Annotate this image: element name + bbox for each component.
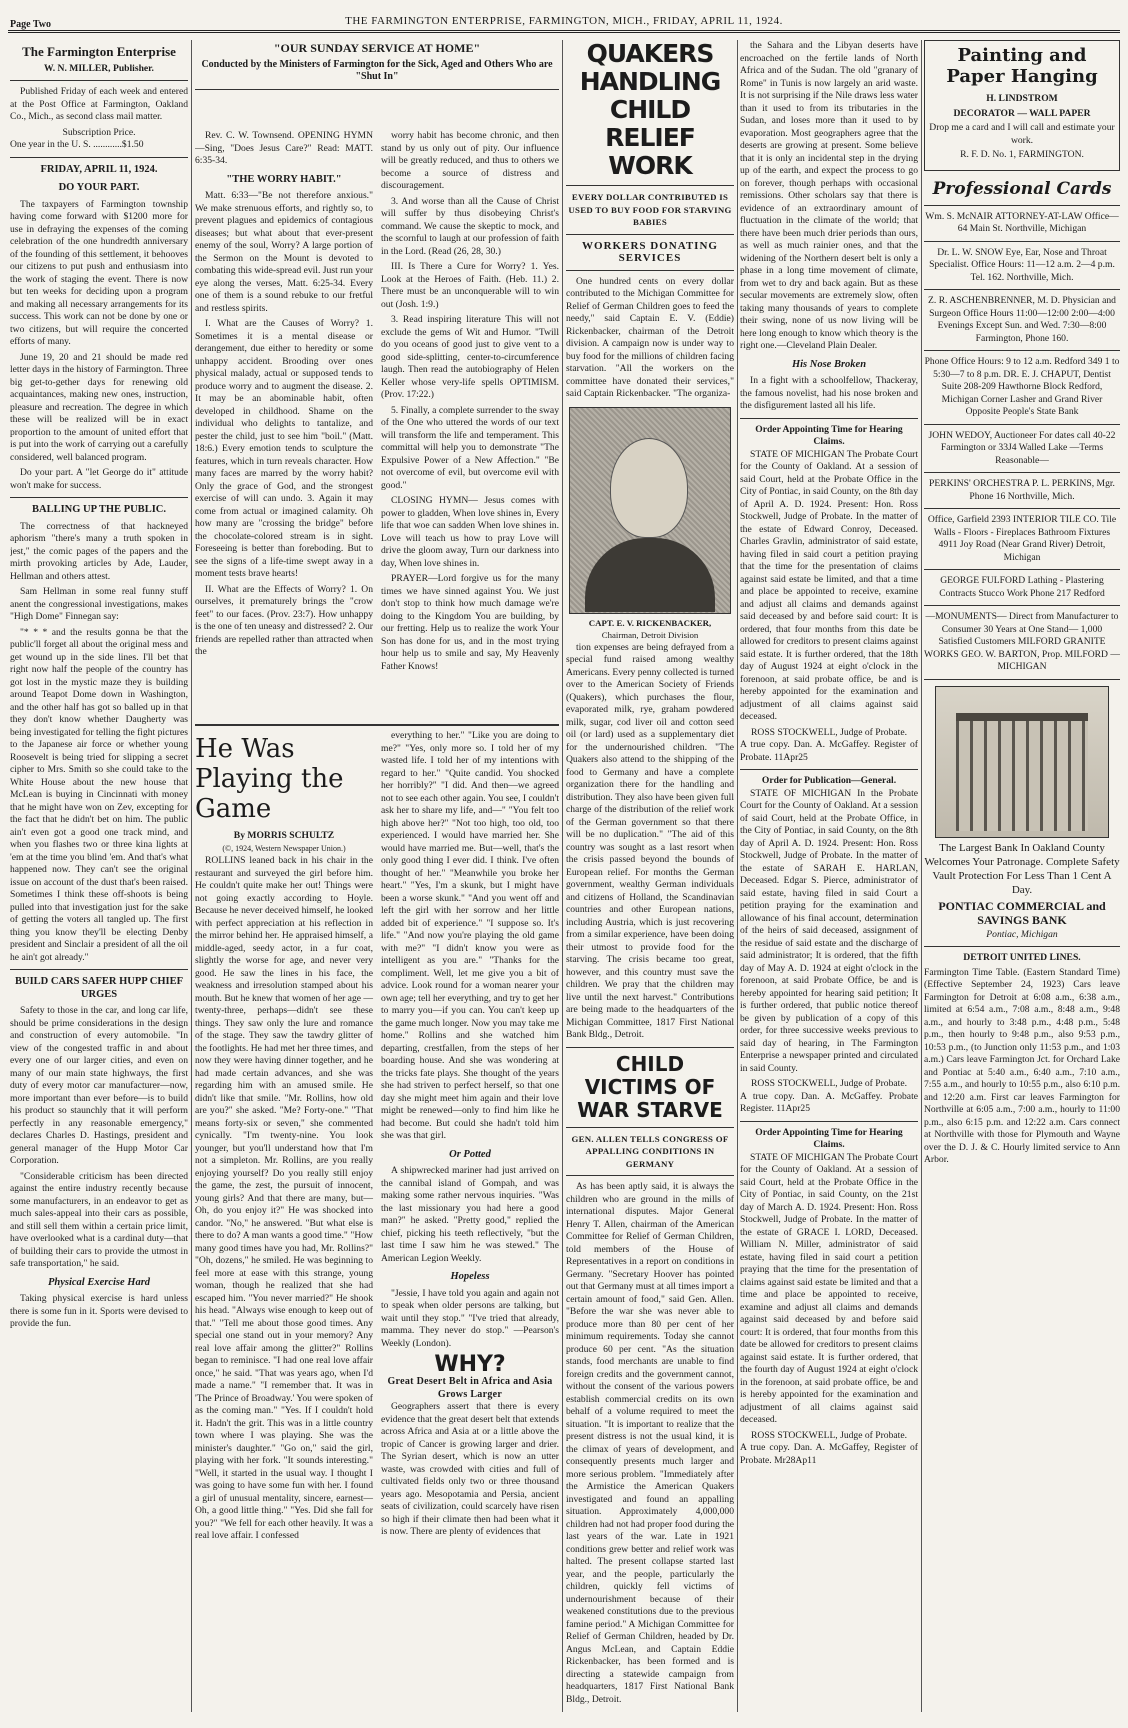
dateline: FRIDAY, APRIL 11, 1924. (40, 163, 158, 175)
article-paragraph: Sam Hellman in some real funny stuff anent the congressional investigations, makes "High Dome" Finnegan say: (10, 586, 188, 622)
article-paragraph: Taking physical exercise is hard unless there is some fun in it. Sports were devised to provide the fun. (10, 1293, 188, 1329)
headline-hopeless: Hopeless (450, 1271, 490, 1282)
judge-signature: ROSS STOCKWELL, Judge of Probate. (751, 1078, 907, 1089)
timetable-text: Farmington Time Table. (Eastern Standard Time) (Effective September 24, 1923) Cars leave Farmington for Detroit at 6:08 a.m., 6:38 a.m., limited at 6:54 a.m., 7:08 a.m., 8:48 a.m., 9:48 a.m., and hourly to 3:48 p.m., 4:48 p.m., 5:48 p.m., then hourly to 9:48 p.m., also 9:53 p.m., 10:53 p.m., (to Junction only 11:53 p.m., and 1:03 a.m.) Cars leave Farmington Jct. for Orchard Lake and Pontiac at 5:40 a.m., 6:40 a.m., 7:10 a.m., 7:55 a.m., and hourly to 10:55 p.m., also 6:10 p.m. and 12:20 a.m. First car leaves Farmington for Northville at 6:05 a.m., 7:00 a.m., hourly to 11:00 p.m., also 6:15 p.m. and 12:22 a.m. Cars connect at Northville with those for Plymouth and Wayne over the D. J. & C. Hourly limited service to Ann Arbor. (924, 966, 1120, 1165)
story-copyright: (©, 1924, Western Newspaper Union.) (222, 843, 346, 853)
service-subhead: Conducted by the Ministers of Farmington for the Sick, Aged and Others Who are "Shut In" (201, 58, 553, 82)
sermon-paragraph: I. What are the Causes of Worry? 1. Sometimes it is a mental disease or derangement, due either to heredity or some unhappy accident. Brooding over ones physical malady, actual or supposed tends to produce worry and to augment the disease. 2. It may be an abominable habit, often developed in childhood. Shame on the individual who delights to tantalize, and pester the child, just to see him "boil." (Matt. 18:6.) Every emotion tends to sculpture the features, which in turn reveals character. How many faces are marred by the worry habit? Only the grace of God, and the strongest exercise of will can undo. 3. Again it may come from actual or imagined calamity. Oh how many are "crossing the bridge" before the chocolate-colored stream is in sight. Foreseeing is better than foreboding. But to see the signs of a life-time swept away in a moment tests brave hearts! (195, 318, 373, 579)
ad-painting-address: R. F. D. No. 1, FARMINGTON. (960, 149, 1084, 160)
story-text: everything to her." "Like you are doing to me?" "Yes, only more so. I told her of my wasted life. I told her of my intentions with regard to her." "Quite candid. You shocked her horribly?" "I did. And then—we agreed not to see each other again. You see, I couldn't ask her to share my life, and—" "You felt too high above her?" "Not too high, too old, too experienced. I would have married her. She would have married me. But—well, that's the only good thing I ever did. I think. I've often thought of her." "Meanwhile you broke her heart." "Yes, I'm a skunk, but I might have been a worse skunk." "And you went off and left the girl with her sorrow and her little added bit of experience." "I suppose so. It's life." "And now you're playing the old game with me?" "I didn't know you were as intelligent as you are." "Thanks for the compliment. Well, let me give you a bit of advice. Look round for a woman nearer your own age; tell her everything, and try to get her to marry you—if you can. You can't keep up the game much longer. Now you may take me home." Rollins and she watched him departing, crestfallen, from the steps of her boarding house. And she was wondering at the tricks fate plays. She thought of the years she had striven to perfect herself, so that one day she might meet him again and their love might be renewed—only to find him like he had become. But could she hadn't told him she was that girl. (381, 730, 559, 1141)
article-paragraph: The taxpayers of Farmington township having come forward with $1200 more for use in defraying the expenses of the coming celebration of the one hundredth anniversary of the founding of this settlement, it behooves our citizens to put push and enthusiasm into the work of staging the event. There is now but ten weeks for deciding upon a program and making all necessary arrangements for its success. This work can not be done by one or two citizens, but will require the concerted efforts of many. (10, 198, 188, 347)
story-title: He Was Playing the Game (195, 734, 344, 824)
bank-location: Pontiac, Michigan (986, 928, 1058, 940)
sermon-title: "THE WORRY HABIT." (226, 173, 342, 185)
headline-balling-up: BALLING UP THE PUBLIC. (31, 504, 166, 515)
headline-build-cars-safer: BUILD CARS SAFER HUPP CHIEF URGES (14, 976, 184, 1000)
legal-notice-text: STATE OF MICHIGAN The Probate Court for the County of Oakland. At a session of said Court, held at the Probate Office in the City of Pontiac, in said County, on the 8th day of April A. D. 1924. Present: Hon. Ross Stockwell, Judge of Probate. In the matter of the estate of Edward Conroy, Deceased. Charles Gravlin, administrator of said estate, having filed in said court a petition praying that the time for the presentation of claims against said estate be limited, and that a time and place be appointed to receive, examine and adjust all claims and demands against said deceased by and before said court: It is ordered, that four months from this date be allowed for creditors to present claims against said estate. It is further ordered, that the 18th day of August 1924 at eight o'clock in the forenoon, at said probate office, be and is hereby appointed for the examination and adjustment of all claims against said deceased. (740, 448, 918, 722)
photo-caption-sub: Chairman, Detroit Division (601, 630, 699, 640)
why-subhead: Great Desert Belt in Africa and Asia Grows Larger (387, 1376, 553, 1400)
headline-do-your-part: DO YOUR PART. (58, 182, 140, 193)
subscription-price: One year in the U. S. ............$1.50 (10, 139, 144, 150)
closing-hymn: CLOSING HYMN— Jesus comes with power to gladden, When love shines in, Every life that woe can sadden When love shines in. Love will teach us how to pray Love will drive the gloom away, Turn our darkness into day, When love shines in. (381, 495, 559, 569)
column-quakers (566, 40, 734, 1712)
sermon-intro: Rev. C. W. Townsend. OPENING HYMN—Sing, "Does Jesus Care?" Read: MATT. 6:35-34. (195, 130, 373, 166)
headline-or-potted: Or Potted (449, 1148, 491, 1160)
column-editorial (10, 40, 188, 1712)
ad-painting (924, 40, 1120, 171)
photo-caption: CAPT. E. V. RICKENBACKER, (588, 617, 712, 628)
column-rule (191, 40, 192, 1712)
business-card: Dr. L. W. SNOW Eye, Ear, Nose and Throat Specialist. Office Hours: 11—12 a.m. 2—4 p.m. Tel. 162. Northville, Mich. (929, 246, 1115, 283)
headline-why: WHY? (434, 1352, 506, 1377)
column-sunday-service (195, 40, 559, 1712)
column-rule (921, 40, 922, 1712)
joke-text: "Jessie, I have told you again and again not to speak when older persons are talking, but wait until they stop." "I've tried that already, mamma. They never do stop." —Pearson's Weekly (London). (381, 1287, 559, 1349)
sermon-paragraph: II. What are the Effects of Worry? 1. On ourselves, it prematurely brings the "crow feet" to our faces. (Prov. 23:7). How unhappy is the one of ten uneasy and distressed? 2. Our friends are repelled rather than attracted when the (195, 583, 373, 657)
business-card: Phone Office Hours: 9 to 12 a.m. Redford 349 1 to 5:30—7 to 8 p.m. DR. E. J. CHAPUT, Dentist Suite 208-209 Hawthorne Block Redford, Michigan Corner Lasher and Grand River Opposite People's State Bank (924, 356, 1120, 417)
joke-text: A shipwrecked mariner had just arrived on the cannibal island of Gompah, and was making some rather nervous inquiries. "Was the last missionary you had here a good man?" he asked. "Pretty good," replied the chief, picking his teeth reflectively, "but the last time I saw him he was stewed." The American Legion Weekly. (381, 1165, 559, 1264)
column-rule (737, 40, 738, 1712)
headline-sunday-service: "OUR SUNDAY SERVICE AT HOME" (273, 41, 481, 55)
ad-painting-line: DECORATOR — WALL PAPER (953, 107, 1091, 119)
publication-info: Published Friday of each week and entered at the Post Office at Farmington, Oakland Co., Mich., as second class mail matter. (10, 86, 188, 122)
publisher: W. N. MILLER, Publisher. (44, 62, 154, 74)
column-advertisements (924, 40, 1120, 1712)
article-paragraph: "Considerable criticism has been directed against the entire industry recently because some manufacturers, in an endeavor to get as much sales-appeal into their cars as possible, and still sell them within a certain price limit, have overlooked what is a cardinal duty—that of building their cars to provide the utmost in safe transportation," he said. (10, 1170, 188, 1269)
sermon-paragraph: 3. Read inspiring literature This will not exclude the gems of Wit and Humor. "Twill do you oceans of good just to give vent to a good side-splitting, center-to-circumference laugh. Then read the autobiography of Helen Keller whose very-life spells OPTIMISM. (Prov. 17:22.) (381, 314, 559, 400)
business-card: JOHN WEDOY, Auctioneer For dates call 40-22 Farmington or 33J4 Walled Lake —Terms Reasonable— (928, 429, 1116, 466)
page-masthead (8, 6, 1120, 33)
ad-painting-name: H. LINDSTROM (986, 93, 1058, 104)
true-copy-line: A true copy. Dan. A. McGaffey, Register of Probate. Mr28Ap11 (740, 1442, 918, 1466)
professional-cards-heading: Professional Cards (932, 178, 1112, 199)
headline-quakers: QUAKERS HANDLING CHILD RELIEF WORK (579, 40, 721, 180)
sermon-paragraph: 3. And worse than all the Cause of Christ will suffer by thus disobeying Christ's command. We cause the skeptic to mock, and the scornful to laugh at our profession of faith in the Lord. (Read (26, 28, 30.) (381, 195, 559, 257)
headline-child-victims: CHILD VICTIMS OF WAR STARVE (577, 1051, 723, 1122)
business-card: Z. R. ASCHENBRENNER, M. D. Physician and Surgeon Office Hours 11:00—12:00 2:00—4:00 Evenings Except Sun. and Wed. 7:30—8:00 Farmington, Phone 160. (928, 295, 1116, 344)
paper-name: The Farmington Enterprise (22, 44, 176, 59)
business-card: PERKINS' ORCHESTRA P. L. PERKINS, Mgr. Phone 16 Northville, Mich. (929, 478, 1115, 502)
true-copy-line: A true copy. Dan. A. McGaffey. Register of Probate. 11Apr25 (740, 739, 918, 763)
article-paragraph: Do your part. A "let George do it" attitude won't make for success. (10, 467, 188, 491)
legal-notice-text: STATE OF MICHIGAN In the Probate Court for the County of Oakland. At a session of said Court, held at the Probate Office, in the City of Pontiac, in said County, on the 8th day of April A. D. 1924. Present: Hon. Ross Stockwell, Judge of Probate. In the matter of the estate of SARAH E. HARLAN, Deceased. Edgar S. Pierce, administrator of said estate, having filed in said Court a petition praying for the examination and allowance of his final account, determination of the heirs of said deceased, assignment of the residue of said estate and the discharge of said administrator; It is ordered, that the fifth day of May A. D. 1924 at eight o'clock in the forenoon, at said Probate Office, be and is hereby appointed for hearing said petition; It is further ordered, that public notice thereof be given by publication of a copy of this order, for three successive weeks previous to said day of hearing, in The Farmington Enterprise a newspaper printed and circulated in said County. (740, 787, 918, 1074)
legal-notice-title: Order for Publication—General. (761, 775, 897, 786)
legal-notice-title: Order Appointing Time for Hearing Claims. (755, 423, 903, 447)
legal-notice-title: Order Appointing Time for Hearing Claims. (755, 1126, 903, 1150)
sermon-paragraph: Matt. 6:33—"Be not therefore anxious." We make strenuous efforts, and rightly so, to prevent plagues and epidemics of contagious diseases; but what about that ever-present enemy of the soul, Worry? A large portion of the Sermon on the Mount is devoted to combating this wide-spread evil. Just run your eye along the verses, Matt. 6:25-34. Every one of them is a sound rebuke to our fretful and restless spirits. (195, 190, 373, 314)
legal-notice-text: STATE OF MICHIGAN The Probate Court for the County of Oakland. At a session of said Court, held at the Probate Office in the City of Pontiac, in said County, on the 21st day of March A. D. 1924. Present: Hon. Ross Stockwell, Judge of Probate. In the matter of the estate of GRACE I. LORD, Deceased. William N. Miller, administrator of said estate, having filed in said court a petition praying that the time for the presentation of claims against said estate be limited and that a time and place be appointed to receive, examine and adjust all claims and demands against said deceased by and before said court: It is ordered, that four months from this date be allowed for creditors to present claims against said estate. It is further ordered, that the fourth day of August 1924 at eight o'clock in the forenoon, at said probate office, be and is hereby appointed for the examination and adjustment of all claims against said deceased. (740, 1151, 918, 1425)
page-number: Page Two (10, 19, 52, 30)
closing-prayer: PRAYER—Lord forgive us for the many times we have sinned against You. We just don't stop to think how much damage we're doing to the Kingdom You are building, by our fretting. Help us to realize the work Your Son has done for us, and in the most trying hour help us to smile and say, My Heavenly Father Knows! (381, 573, 559, 672)
business-card: GEORGE FULFORD Lathing - Plastering Contracts Stucco Work Phone 217 Redford (939, 575, 1105, 599)
sermon-paragraph: worry habit has become chronic, and then stand by us only out of pity. Our influence will be greatly reduced, and thus to others we become a source of distress and discouragement. (381, 130, 559, 191)
story-byline: By MORRIS SCHULTZ (233, 830, 335, 841)
article-paragraph: In a fight with a schoolfellow, Thackeray, the famous novelist, had his nose broken and the disfigurement lasted all his life. (740, 375, 918, 411)
newspaper-page (8, 6, 1120, 1722)
bank-ad-body: The Largest Bank In Oakland County Welcomes Your Patronage. Complete Safety Vault Protection For Less Than 1 Cent A Day. (924, 841, 1120, 896)
headline-physical-exercise: Physical Exercise Hard (47, 1276, 151, 1288)
sermon-paragraph: III. Is There a Cure for Worry? 1. Yes. Look at the Heroes of Faith. (Heb. 11.) 2. There must be an unconquerable will to win out (Josh. 1:9.) (381, 261, 559, 310)
article-paragraph: the Sahara and the Libyan deserts have encroached on the fertile lands of North Africa and of the Sudan. The old "granary of Rome" in Tunis is now largely an arid waste. It is not surprising if the Nile draws less water than it used to from its tributaries in the Sudan, and loses more than it used to by evaporation. Most geographers agree that the deserts are growing at present. Some believe that it is only an incidental step in the drying up of the earth, and expect the process to go on forever, though perhaps with occasional remissions. Other scholars say that there is evidence of an extraordinary amount of fluctuation in the climate of the world; that there have been much drier periods than ours, as well as much rainier ones, and that the widening of the Northern desert belt is only a phase in a long time movement of climate, from wet to dry and back again. But as these secular movements are extremely slow, often taking many thousands of years to complete their swing, none of us now living will be here long enough to know which theory is the right one.—Cleveland Plain Dealer. (740, 40, 918, 351)
ad-painting-body: Drop me a card and I will call and estimate your work. (929, 122, 1115, 146)
column-rule (562, 40, 563, 1712)
masthead-title: THE FARMINGTON ENTERPRISE, FARMINGTON, MICH., FRIDAY, APRIL 11, 1924. (345, 15, 783, 27)
business-card: Wm. S. McNAIR ATTORNEY-AT-LAW Office—64 Main St. Northville, Michigan (925, 210, 1119, 234)
article-paragraph: tion expenses are being defrayed from a special fund raised among wealthy Americans. Every penny collected is turned over to the American Society of Friends (Quakers), which purchases the flour, evaporated milk, rye, graham powdered milk, sugar, cod liver oil and cotton seed oil (or lard) used as a supplementary diet for the undernourished children. "The Quakers also attend to the shipping of the food to Germany and have a complete organization there for the handling and distribution. They also have been given full charge of the distribution of the relief work of the German government so that there will be no duplication." "The aid of this country was sought as a last resort when the crisis passed beyond the bounds of European relief. For months the German government, wealthy German individuals and citizens of Holland, the Scandinavian countries and other European nations, including Austria, which is just recovering from a similar experience, have been doing their utmost to provide food for the starving. The crisis became too great, however, and this country must save the children. We pray that the children may live until the next harvest." Contributions are being made to the headquarters of the Michigan Committee, 1817 First National Bank Bldg., Detroit. (566, 641, 734, 1040)
article-paragraph: One hundred cents on every dollar contributed to the Michigan Committee for Relief of German Children goes to feed the needy," said Captain E. V. (Eddie) Rickenbacker, chairman of the Detroit division. A campaign now is under way to buy food for the millions of children facing starvation. "All the workers on the committee have donated their services," said Captain Rickenbacker. "The organiza- (566, 275, 734, 399)
article-paragraph: The correctness of that hackneyed aphorism "there's many a truth spoken in jest," the comic pages of the papers and the mirth provoking articles by Ade, Lauder, Hellman and others attest. (10, 520, 188, 582)
ad-painting-title: Painting and Paper Hanging (946, 45, 1098, 87)
rickenbacker-photo (569, 407, 731, 614)
article-paragraph: "* * * and the results gonna be that the public'll forget all about the original mess and get wound up in the side lines. I'll bet that right now half the people of the country has got lost in the mystic maze they is building around Teapot Dome down in Washington, and the other half has got so balled up in that they don't know whether Daugherty was being investigated for telling the fight pictures to the Japanese air force or whether young Roosevelt is being tried for slipping a secret cipher to Mrs. Smith so she could take to the White House about the new house that McLean is buying in Cincinnati with money that he might have won on Zev, excepting for the fact that he didn't bet on him. The public ain't even got a good one track mind, and when you flashes two or three kina lights at 'em at the time you blind 'em. And that's what happened now. They can't see the original issue on account of the dust that's been raised. Sometimes I think these off-shoots is being pulled into that investigation just for the sake of getting the voters all tangled up. The first thing you know they'll be electing Denby president and Sinclair a president of all the oil he ain't got already." (10, 626, 188, 963)
true-copy-line: A true copy. Dan. A. McGaffey. Probate Register. 11Apr25 (740, 1090, 918, 1114)
judge-signature: ROSS STOCKWELL, Judge of Probate. (751, 726, 907, 738)
article-paragraph: Safety to those in the car, and long car life, should be prime considerations in the design and construction of every automobile. "In view of the congested traffic in and about every one of our larger cities, and even on many of our main state highways, the first duty of every motor car manufacturer—now, more important than ever before—is to build his product so staunchly that it will perform perfectly in any reasonable emergency," declares Charles D. Hastings, president and general manager of the Hupp Motor Car Corporation. (10, 1005, 188, 1166)
story-text: ROLLINS leaned back in his chair in the restaurant and surveyed the girl before him. He couldn't quite make her out! Things were not going exactly according to Hoyle. Because he never deceived himself, he looked with perfect appreciation at his reflection in the mirror behind her. He appraised himself, a middle-aged, seedy actor, in a fur coat, slightly the worse for age, and never very good. He saw the lines in his face, the weakness and irresolution stamped about his mouth. But he knew that women of her age —twenty-three, perhaps—didn't see these things. They saw only the lure and romance of the stage. They saw the tawdry glitter of the footlights. He had met her three times, and now they were having dinner together, and he had made certain advances, and she was regarding him with an amused smile. He didn't like that smile. "Mr. Rollins, how old are you?" she asked. "Me? Forty-one." "That means forty-six or seven," she commented cynically. "I'm twenty-nine. You look younger, but you'll understand how that I'm not a simpleton. Mr. Rollins, are you really enjoying yourself? Do you really still enjoy the game, the zest, the pursuit of innocent, young girls? And that there are many, but—Oh, do you enjoy it?" He was shocked into candor. "No," he answered. "But what else is there to do? A man wants a good time." "How many good times have you had, Mr. Rollins?" "Oh, dozens," he smiled. He was beginning to feel more at ease with this strange, young woman, though he realized that she had escaped him. "You never married?" He shook his head. "Always wise enough to keep out of that." "Tell me about those good times. Any special one stand out in your memory? Any real love affair among the glitter?" Rollins began to reminisce. "I had one real love affair once," he said. "That was years ago, when I'd made a name." "I remember that. It was in 'The Prince of Broadway.' You were spoken of as the coming man." "Yes. If I couldn't hold it. Hadn't the grit. This was in a little country town where I was playing. She was the minister's daughter." "Go on," said the girl, playing with her fork. "It sounds interesting." "Well, it started in the usual way. I thought I was going to have some fun with her. I found a girl of unusual mentality, sincere, earnest—Oh, a good little thing." "Yes. Did she fall for you?" "We fell for each other heavily. It was a real love affair. I confessed (195, 855, 373, 1541)
judge-signature: ROSS STOCKWELL, Judge of Probate. (751, 1429, 907, 1441)
quakers-subhead-2: WORKERS DONATING SERVICES (582, 239, 718, 264)
article-paragraph: June 19, 20 and 21 should be made red letter days in the history of Farmington. Three big get-to-gether days for renewing old acquaintances, making new ones, instruction, pleasure and recreation. The degree in which these will be realized will be in exact proportion to the amount of united effort that is put into the work of carrying out a carefully considered, well balanced program. (10, 351, 188, 463)
business-card: —MONUMENTS— Direct from Manufacturer to Consumer 30 Years at One Stand— 1,000 Satisfied Customers MILFORD GRANITE WORKS GEO. W. BARTON, Prop. MILFORD — MICHIGAN (924, 611, 1120, 672)
bank-name: PONTIAC COMMERCIAL and SAVINGS BANK (938, 898, 1106, 927)
article-paragraph: As has been aptly said, it is always the children who are ground in the mills of international disputes. Major General Henry T. Allen, chairman of the American Committee for Relief of German Children, told members of the House of Representatives in a report on conditions in Germany. "Secretary Hoover has pointed out that Germany must at all times import a certain amount of food," said Gen. Allen. "Before the war she was never able to produce more than 80 per cent of her minimum requirements. Today she cannot produce 60 per cent. "As the situation stands, food merchants are unable to find foreign credits and the government cannot, without the consent of the various powers establish commercial credits on its own behalf of a volume required to meet the situation. "It is important to realize that the present distress is not the usual kind, it is the climax of years of development, and consequently presents much larger and more serious problem. "Immediately after the Armistice the American Quakers investigated and found an appalling situation. Approximately 4,000,000 children had not had proper food during the last years of the war. Late in 1921 conditions grew better and relief work was halted. The present collapse started last year, and the people, particularly the children, quickly fell victims of undernourishment because of their weakened constitutions due to the previous famine period." A Michigan Committee for Relief of German Children, headed by Dr. Angus McLean, and Captain Eddie Rickenbacker, has been formed and is directing a statewide campaign from headquarters, 1817 First National Bank Bldg., Detroit. (566, 1181, 734, 1705)
article-paragraph: Geographers assert that there is every evidence that the great desert belt that extends across Africa and Asia at or a little above the tropic of Cancer is growing larger and drier. The Syrian desert, which is now an utter waste, was crowded with cities and full of cultivated fields only two or three thousand years ago. Mesopotamia and Persia, ancient seats of civilization, could scarcely have risen so high if their climate then had been what it is now. There are plenty of evidences that (381, 1401, 559, 1537)
column-legal-notices (740, 40, 918, 1712)
bank-building-image (935, 686, 1109, 838)
quakers-subhead: EVERY DOLLAR CONTRIBUTED IS USED TO BUY FOOD FOR STARVING BABIES (568, 192, 732, 227)
timetable-heading: DETROIT UNITED LINES. (963, 952, 1081, 963)
sermon-paragraph: 5. Finally, a complete surrender to the sway of the One who uttered the words of our text will transform the life and temperament. This committal will help you to demonstrate "The Expulsive Power of a New Affection." "Be not overcome of evil, but overcome evil with good." (381, 404, 559, 491)
business-card: Office, Garfield 2393 INTERIOR TILE CO. Tile Walls - Floors - Fireplaces Bathroom Fixtures 4911 Joy Road (Near Grand River) Detroit, Michigan (927, 514, 1117, 563)
headline-nose-broken: His Nose Broken (791, 358, 867, 370)
subscription-label: Subscription Price. (62, 126, 136, 138)
child-victims-subhead: GEN. ALLEN TELLS CONGRESS OF APPALLING CONDITIONS IN GERMANY (571, 1133, 729, 1169)
